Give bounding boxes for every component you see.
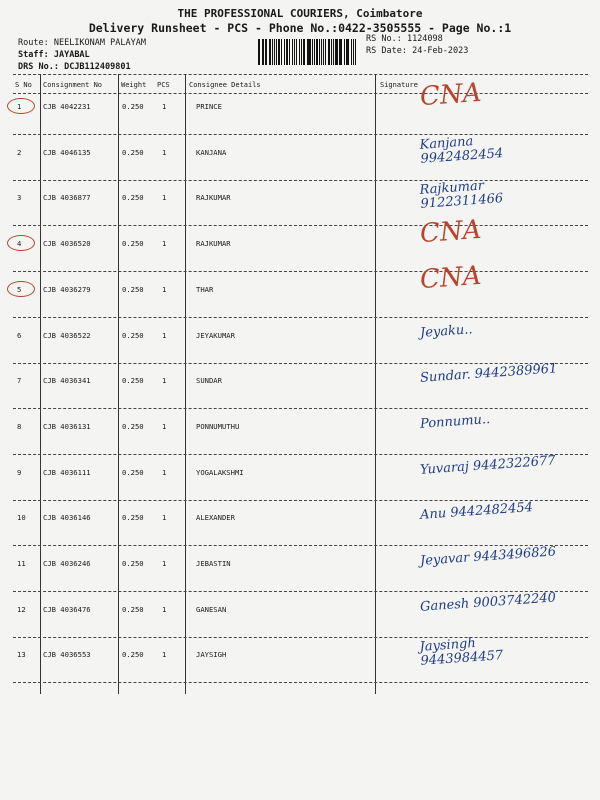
row-consignment-no: CJB 4036877 [43, 193, 91, 202]
barcode-bar [325, 39, 327, 65]
column-divider [375, 74, 376, 694]
barcode-bar [278, 39, 280, 65]
row-sno: 13 [17, 650, 26, 659]
row-weight: 0.250 [122, 650, 144, 659]
signature-text: Rajkumar 9122311466 [419, 178, 504, 212]
staff-line [18, 50, 90, 60]
row-sno: 11 [17, 559, 26, 568]
signature-text: Sundar. 9442389961 [419, 361, 558, 386]
barcode-bar [281, 39, 283, 65]
barcode-bar [269, 39, 271, 65]
row-sno: 8 [17, 422, 22, 431]
row-consignment-no: CJB 4036246 [43, 559, 91, 568]
row-weight: 0.250 [122, 422, 144, 431]
row-consignment-no: CJB 4036476 [43, 605, 91, 614]
row-weight: 0.250 [122, 331, 144, 340]
col-header-sno: S No [15, 81, 32, 89]
col-header-signature: Signature [380, 81, 418, 89]
row-consignee: JAYSIGH [196, 650, 227, 659]
barcode-bar [353, 39, 354, 65]
signature-text: CNA [419, 260, 483, 296]
barcode-bar [331, 39, 332, 65]
row-weight: 0.250 [122, 605, 144, 614]
row-pcs: 1 [162, 239, 167, 248]
rs-date-value: 24-Feb-2023 [412, 46, 469, 56]
row-consignee: THAR [196, 285, 214, 294]
barcode-bar [296, 39, 297, 65]
row-consignee: RAJKUMAR [196, 193, 231, 202]
signature-text: Yuvaraj 9442322677 [419, 453, 557, 478]
row-pcs: 1 [162, 148, 167, 157]
signature-text: CNA [419, 214, 483, 250]
row-consignment-no: CJB 4036146 [43, 513, 91, 522]
row-pcs: 1 [162, 193, 167, 202]
barcode-bar [347, 39, 349, 65]
row-sno: 12 [17, 605, 26, 614]
row-sno: 2 [17, 148, 22, 157]
barcode-bar [307, 39, 308, 65]
column-divider [185, 74, 186, 694]
row-pcs: 1 [162, 376, 167, 385]
row-signature [420, 591, 600, 631]
row-signature [420, 545, 600, 585]
row-signature [419, 77, 600, 128]
row-sno: 10 [17, 513, 26, 522]
signature-text: Jeyaku.. [419, 322, 474, 341]
barcode-bar [303, 39, 305, 65]
row-sno: 7 [17, 376, 22, 385]
barcode-bar [316, 39, 318, 65]
row-consignment-no: CJB 4036522 [43, 331, 91, 340]
col-header-consignee: Consignee Details [189, 81, 261, 89]
barcode-image [258, 39, 358, 65]
barcode-bar [355, 39, 357, 65]
signature-text: CNA [419, 77, 483, 113]
route-line [18, 38, 146, 48]
barcode-bar [286, 39, 288, 65]
barcode-bar [294, 39, 296, 65]
row-pcs: 1 [162, 513, 167, 522]
company-title: THE PROFESSIONAL COURIERS, Coimbatore [177, 7, 423, 20]
row-weight: 0.250 [122, 376, 144, 385]
barcode-bar [301, 39, 303, 65]
row-pcs: 1 [162, 650, 167, 659]
row-consignment-no: CJB 4042231 [43, 102, 91, 111]
barcode-bar [312, 39, 313, 65]
row-pcs: 1 [162, 422, 167, 431]
row-consignment-no: CJB 4036279 [43, 285, 91, 294]
col-header-pcs: PCS [157, 81, 170, 89]
drs-line [18, 62, 131, 72]
row-consignment-no: CJB 4036111 [43, 468, 91, 477]
barcode-bar [344, 39, 345, 65]
row-weight: 0.250 [122, 148, 144, 157]
barcode-bar [308, 39, 310, 65]
col-header-consignment: Consignment No [43, 81, 103, 89]
barcode-bar [276, 39, 277, 65]
signature-text: Ganesh 9003742240 [419, 590, 557, 615]
drs-value: DCJB112409801 [64, 62, 131, 72]
row-weight: 0.250 [122, 102, 144, 111]
drs-label: DRS No.: [18, 62, 59, 72]
row-signature [420, 454, 600, 494]
barcode-bar [333, 39, 334, 65]
barcode-bar [340, 39, 342, 65]
row-consignment-no: CJB 4036520 [43, 239, 91, 248]
row-pcs: 1 [162, 605, 167, 614]
barcode-bar [265, 39, 267, 65]
row-pcs: 1 [162, 102, 167, 111]
row-signature [419, 214, 600, 265]
rs-date-label: RS Date: [366, 46, 407, 56]
row-consignee: SUNDAR [196, 376, 222, 385]
barcode-bar [314, 39, 315, 65]
signature-text: Anu 9442482454 [419, 500, 534, 523]
row-sno: 9 [17, 468, 22, 477]
row-consignment-no: CJB 4046135 [43, 148, 91, 157]
barcode-bar [263, 39, 264, 65]
signature-text: Ponnumu.. [419, 412, 491, 432]
row-consignment-no: CJB 4036341 [43, 376, 91, 385]
row-consignee: PRINCE [196, 102, 222, 111]
row-consignee: ALEXANDER [196, 513, 235, 522]
row-consignee: PONNUMUTHU [196, 422, 240, 431]
column-divider [40, 74, 41, 694]
row-weight: 0.250 [122, 468, 144, 477]
row-weight: 0.250 [122, 513, 144, 522]
staff-label: Staff: [18, 50, 49, 60]
barcode-bar [258, 39, 260, 65]
signature-text: Jeyavar 9443496826 [419, 544, 557, 569]
row-consignment-no: CJB 4036131 [43, 422, 91, 431]
row-pcs: 1 [162, 559, 167, 568]
barcode-bar [299, 39, 300, 65]
row-signature [420, 636, 600, 676]
route-value: NEELIKONAM PALAYAM [53, 38, 146, 48]
row-signature [420, 408, 600, 448]
barcode-bar [319, 39, 320, 65]
row-weight: 0.250 [122, 239, 144, 248]
column-divider [118, 74, 119, 694]
rs-no-line [366, 34, 443, 44]
row-consignee: RAJKUMAR [196, 239, 231, 248]
row-weight: 0.250 [122, 285, 144, 294]
row-consignee: GANESAN [196, 605, 227, 614]
header-top-rule [13, 74, 588, 75]
row-sno: 5 [17, 285, 22, 294]
row-consignee: YOGALAKSHMI [196, 468, 244, 477]
row-signature [420, 362, 600, 402]
row-pcs: 1 [162, 468, 167, 477]
barcode-bar [346, 39, 347, 65]
row-consignment-no: CJB 4036553 [43, 650, 91, 659]
row-sno: 4 [17, 239, 22, 248]
row-signature [420, 134, 600, 174]
row-sno: 3 [17, 193, 22, 202]
signature-text: Kanjana 9942482454 [419, 134, 504, 167]
row-weight: 0.250 [122, 193, 144, 202]
barcode-bar [335, 39, 337, 65]
signature-text: Jaysingh 9443984457 [419, 635, 504, 669]
row-pcs: 1 [162, 285, 167, 294]
row-divider [13, 682, 588, 683]
row-signature [420, 317, 600, 357]
sno-circle-mark [7, 235, 35, 251]
row-consignee: KANJANA [196, 148, 227, 157]
row-pcs: 1 [162, 331, 167, 340]
sno-circle-mark [7, 281, 35, 297]
barcode-bar [262, 39, 263, 65]
runsheet-title: Delivery Runsheet - PCS - Phone No.:0422-3505555 - Page No.:1 [88, 21, 512, 35]
route-label: Route: [18, 38, 49, 48]
barcode-bar [289, 39, 290, 65]
sno-circle-mark [7, 98, 35, 114]
barcode-bar [323, 39, 324, 65]
row-consignee: JEYAKUMAR [196, 331, 235, 340]
row-signature [420, 499, 600, 539]
row-signature [420, 179, 600, 219]
barcode-bar [321, 39, 322, 65]
barcode-bar [292, 39, 293, 65]
row-weight: 0.250 [122, 559, 144, 568]
barcode-bar [328, 39, 330, 65]
barcode-bar [274, 39, 275, 65]
barcode-bar [351, 39, 352, 65]
rs-no-value: 1124098 [406, 34, 443, 44]
barcode-bar [339, 39, 340, 65]
rs-no-label: RS No.: [366, 34, 402, 44]
row-sno: 6 [17, 331, 22, 340]
rs-date-line [366, 46, 468, 56]
barcode-bar [284, 39, 285, 65]
staff-value: JAYABAL [53, 50, 90, 60]
row-signature [419, 260, 600, 311]
col-header-weight: Weight [121, 81, 147, 89]
row-sno: 1 [17, 102, 22, 111]
row-consignee: JEBASTIN [196, 559, 231, 568]
barcode-bar [272, 39, 273, 65]
